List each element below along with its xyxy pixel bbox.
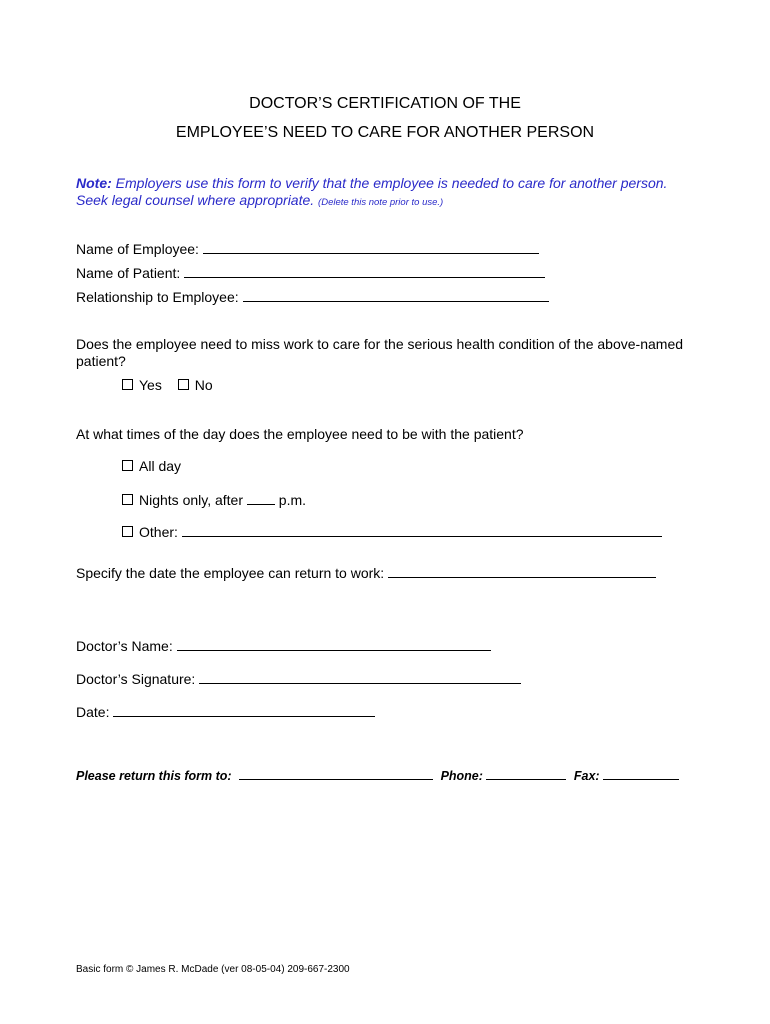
- note-line-2: [76, 192, 443, 211]
- note-label: Note:: [76, 175, 112, 191]
- note-text-1: Employers use this form to verify that the employee is needed to care for another person.: [115, 175, 668, 191]
- patient-name-field[interactable]: [184, 264, 545, 278]
- note-text-2: Seek legal counsel where appropriate.: [76, 192, 315, 208]
- phone-label: Phone:: [440, 769, 483, 783]
- no-label: No: [194, 377, 213, 393]
- return-address-field[interactable]: [239, 766, 433, 780]
- fax-field[interactable]: [603, 766, 679, 780]
- note-small: (Delete this note prior to use.): [318, 197, 444, 208]
- other-checkbox[interactable]: [122, 526, 133, 537]
- doctor-signature-field[interactable]: [199, 670, 521, 684]
- nights-checkbox[interactable]: [122, 494, 133, 505]
- date-field[interactable]: [113, 703, 375, 717]
- fax-label: Fax:: [573, 769, 600, 783]
- question-1-line-1: Does the employee need to miss work to care for the serious health condition of the above-named: [76, 336, 684, 352]
- relationship-field[interactable]: [243, 288, 549, 302]
- return-date-row: [76, 564, 656, 581]
- no-checkbox[interactable]: [178, 379, 189, 390]
- nights-time-field[interactable]: [247, 491, 275, 505]
- patient-name-label: Name of Patient:: [76, 265, 181, 281]
- all-day-label: All day: [139, 458, 182, 474]
- date-label: Date:: [76, 704, 110, 720]
- all-day-option: [122, 458, 181, 474]
- other-field[interactable]: [182, 523, 662, 537]
- other-option: [122, 523, 662, 540]
- nights-prefix: Nights only, after: [139, 492, 244, 508]
- relationship-label: Relationship to Employee:: [76, 289, 239, 305]
- doctor-name-field[interactable]: [177, 637, 491, 651]
- doctor-signature-label: Doctor’s Signature:: [76, 671, 196, 687]
- note-line-1: [76, 175, 667, 191]
- form-title-line-2: EMPLOYEE’S NEED TO CARE FOR ANOTHER PERSON: [175, 124, 595, 141]
- patient-name-row: [76, 264, 545, 281]
- nights-option: [122, 491, 306, 508]
- form-title-line-1: DOCTOR’S CERTIFICATION OF THE: [249, 95, 521, 112]
- employee-name-row: [76, 240, 539, 257]
- phone-field[interactable]: [486, 766, 566, 780]
- all-day-checkbox[interactable]: [122, 460, 133, 471]
- question-1-line-2: patient?: [76, 353, 126, 369]
- employee-name-field[interactable]: [203, 240, 539, 254]
- doctor-name-label: Doctor’s Name:: [76, 638, 173, 654]
- footer-text: Basic form © James R. McDade (ver 08-05-04) 209-667-2300: [76, 964, 350, 975]
- relationship-row: [76, 288, 549, 305]
- doctor-signature-row: [76, 670, 521, 687]
- question-2-text: At what times of the day does the employee need to be with the patient?: [76, 426, 524, 442]
- question-1-options: [122, 377, 213, 393]
- return-form-label: Please return this form to:: [76, 769, 232, 783]
- yes-label: Yes: [139, 377, 162, 393]
- return-form-row: [76, 766, 679, 783]
- yes-checkbox[interactable]: [122, 379, 133, 390]
- other-label: Other:: [139, 524, 178, 540]
- return-date-label: Specify the date the employee can return to work:: [76, 565, 385, 581]
- employee-name-label: Name of Employee:: [76, 241, 199, 257]
- date-row: [76, 703, 375, 720]
- return-date-field[interactable]: [388, 564, 656, 578]
- nights-suffix: p.m.: [278, 492, 307, 508]
- doctor-name-row: [76, 637, 491, 654]
